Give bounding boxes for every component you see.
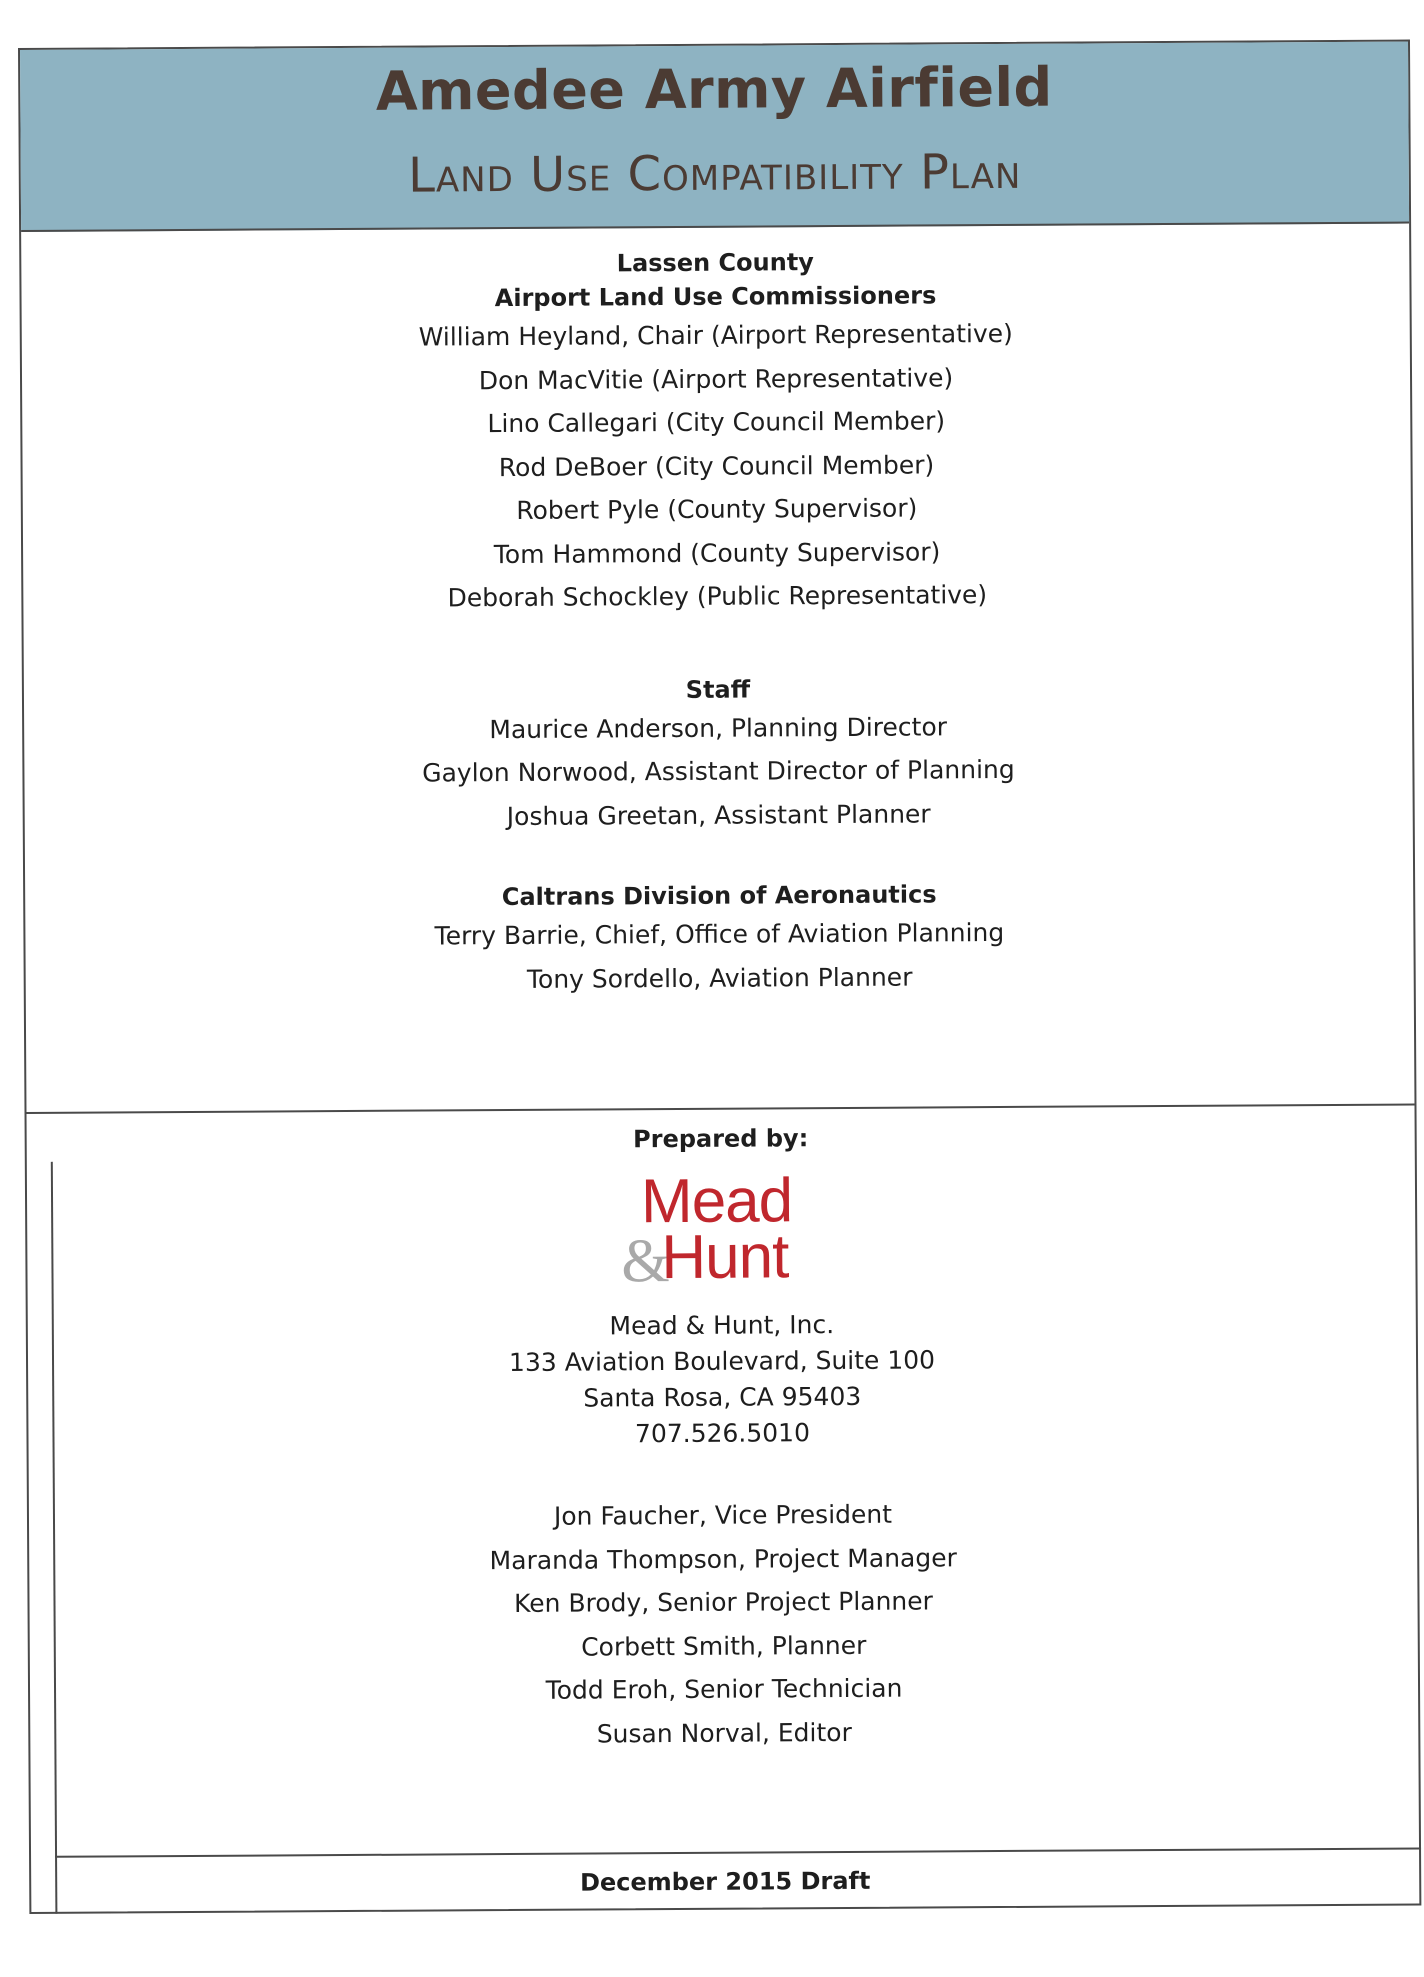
list-item: Don MacVitie (Airport Representative) [478, 362, 954, 395]
list-item: Corbett Smith, Planner [581, 1630, 867, 1662]
document-subtitle: Land Use Compatibility Plan [408, 143, 1022, 204]
list-item: Joshua Greetan, Assistant Planner [506, 798, 931, 831]
prepared-by-heading: Prepared by: [633, 1124, 809, 1154]
draft-date: December 2015 Draft [579, 1866, 871, 1897]
contributors-section [21, 242, 1414, 1110]
document-title: Amedee Army Airfield [375, 55, 1053, 123]
list-item: Maurice Anderson, Planning Director [489, 711, 948, 744]
address-line-2: Santa Rosa, CA 95403 [583, 1381, 862, 1413]
document-page [18, 39, 1421, 1913]
title-banner [20, 42, 1409, 232]
caltrans-list [25, 908, 1414, 1003]
list-item: Maranda Thompson, Project Manager [489, 1542, 957, 1575]
list-item: Terry Barrie, Chief, Office of Aviation Planning [434, 917, 1005, 951]
consultant-team-list [29, 1489, 1419, 1758]
list-item: Jon Faucher, Vice President [553, 1499, 893, 1531]
list-item: Rod DeBoer (City Council Member) [498, 449, 935, 482]
staff-list [24, 702, 1413, 841]
list-item: Susan Norval, Editor [596, 1717, 852, 1748]
list-item: Deborah Schockley (Public Representative) [447, 580, 988, 613]
staff-heading: Staff [685, 675, 751, 704]
list-item: Tom Hammond (County Supervisor) [493, 536, 941, 569]
caltrans-heading: Caltrans Division of Aeronautics [501, 880, 937, 912]
company-name: Mead & Hunt, Inc. [609, 1310, 835, 1341]
commission-heading-county: Lassen County [616, 248, 814, 278]
list-item: William Heyland, Chair (Airport Representative) [418, 318, 1013, 352]
list-item: Gaylon Norwood, Assistant Director of Planning [422, 754, 1015, 788]
list-item: Lino Callegari (City Council Member) [487, 406, 946, 439]
prepared-by-section [26, 1103, 1419, 1858]
logo-ampersand: & [621, 1227, 670, 1296]
phone-number: 707.526.5010 [634, 1418, 811, 1449]
list-item: Tony Sordello, Aviation Planner [526, 962, 913, 994]
list-item: Todd Eroh, Senior Technician [545, 1673, 903, 1705]
address-line-1: 133 Aviation Boulevard, Suite 100 [508, 1345, 936, 1378]
logo-word-mead: Mead [640, 1166, 793, 1237]
list-item: Ken Brody, Senior Project Planner [514, 1586, 933, 1618]
mead-hunt-logo [621, 1163, 822, 1294]
list-item: Robert Pyle (County Supervisor) [516, 493, 918, 525]
commission-heading: Airport Land Use Commissioners [494, 281, 937, 313]
logo-word-hunt: Hunt [661, 1222, 789, 1293]
commissioner-list [22, 310, 1412, 623]
